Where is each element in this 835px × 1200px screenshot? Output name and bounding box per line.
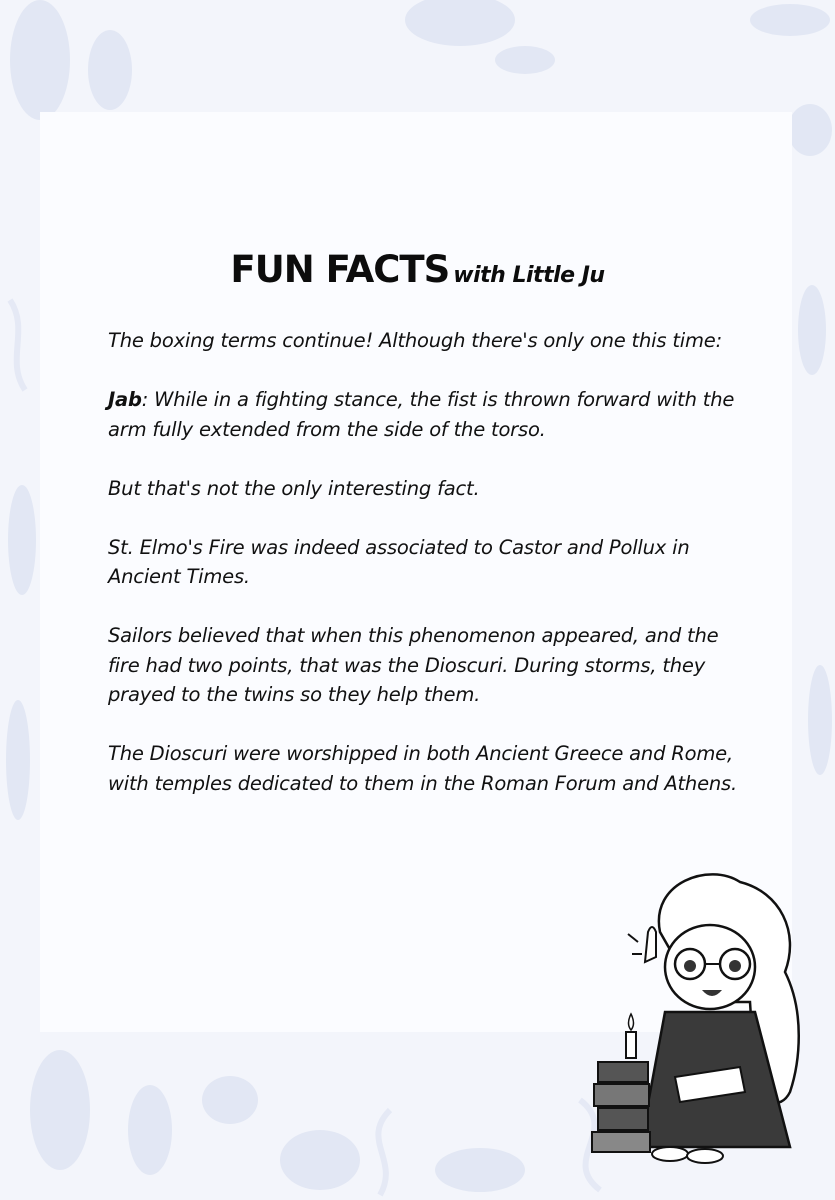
paragraph: St. Elmo's Fire was indeed associated to Castor and Pollux in Ancient Times.	[108, 535, 690, 588]
paragraph: Sailors believed that when this phenomenon appeared, and the fire had two points, that was the Dioscuri. During storms, they prayed to the twins so they help them.	[108, 624, 719, 706]
title-sub: with Little Ju	[453, 263, 605, 288]
title-main: FUN FACTS	[230, 248, 450, 291]
paragraph-jab	[108, 385, 748, 444]
fun-facts-body	[108, 326, 748, 828]
paragraph: The Dioscuri were worshipped in both Ancient Greece and Rome, with temples dedicated to them in the Roman Forum and Athens.	[108, 742, 738, 795]
little-ju-illustration	[590, 862, 810, 1167]
term-jab: Jab	[108, 388, 142, 411]
term-definition: : While in a fighting stance, the fist is thrown forward with the arm fully extended from the side of the torso.	[108, 388, 735, 441]
paragraph: The boxing terms continue! Although there's only one this time:	[108, 329, 722, 352]
page-title	[0, 248, 835, 291]
paragraph: But that's not the only interesting fact.	[108, 476, 480, 500]
